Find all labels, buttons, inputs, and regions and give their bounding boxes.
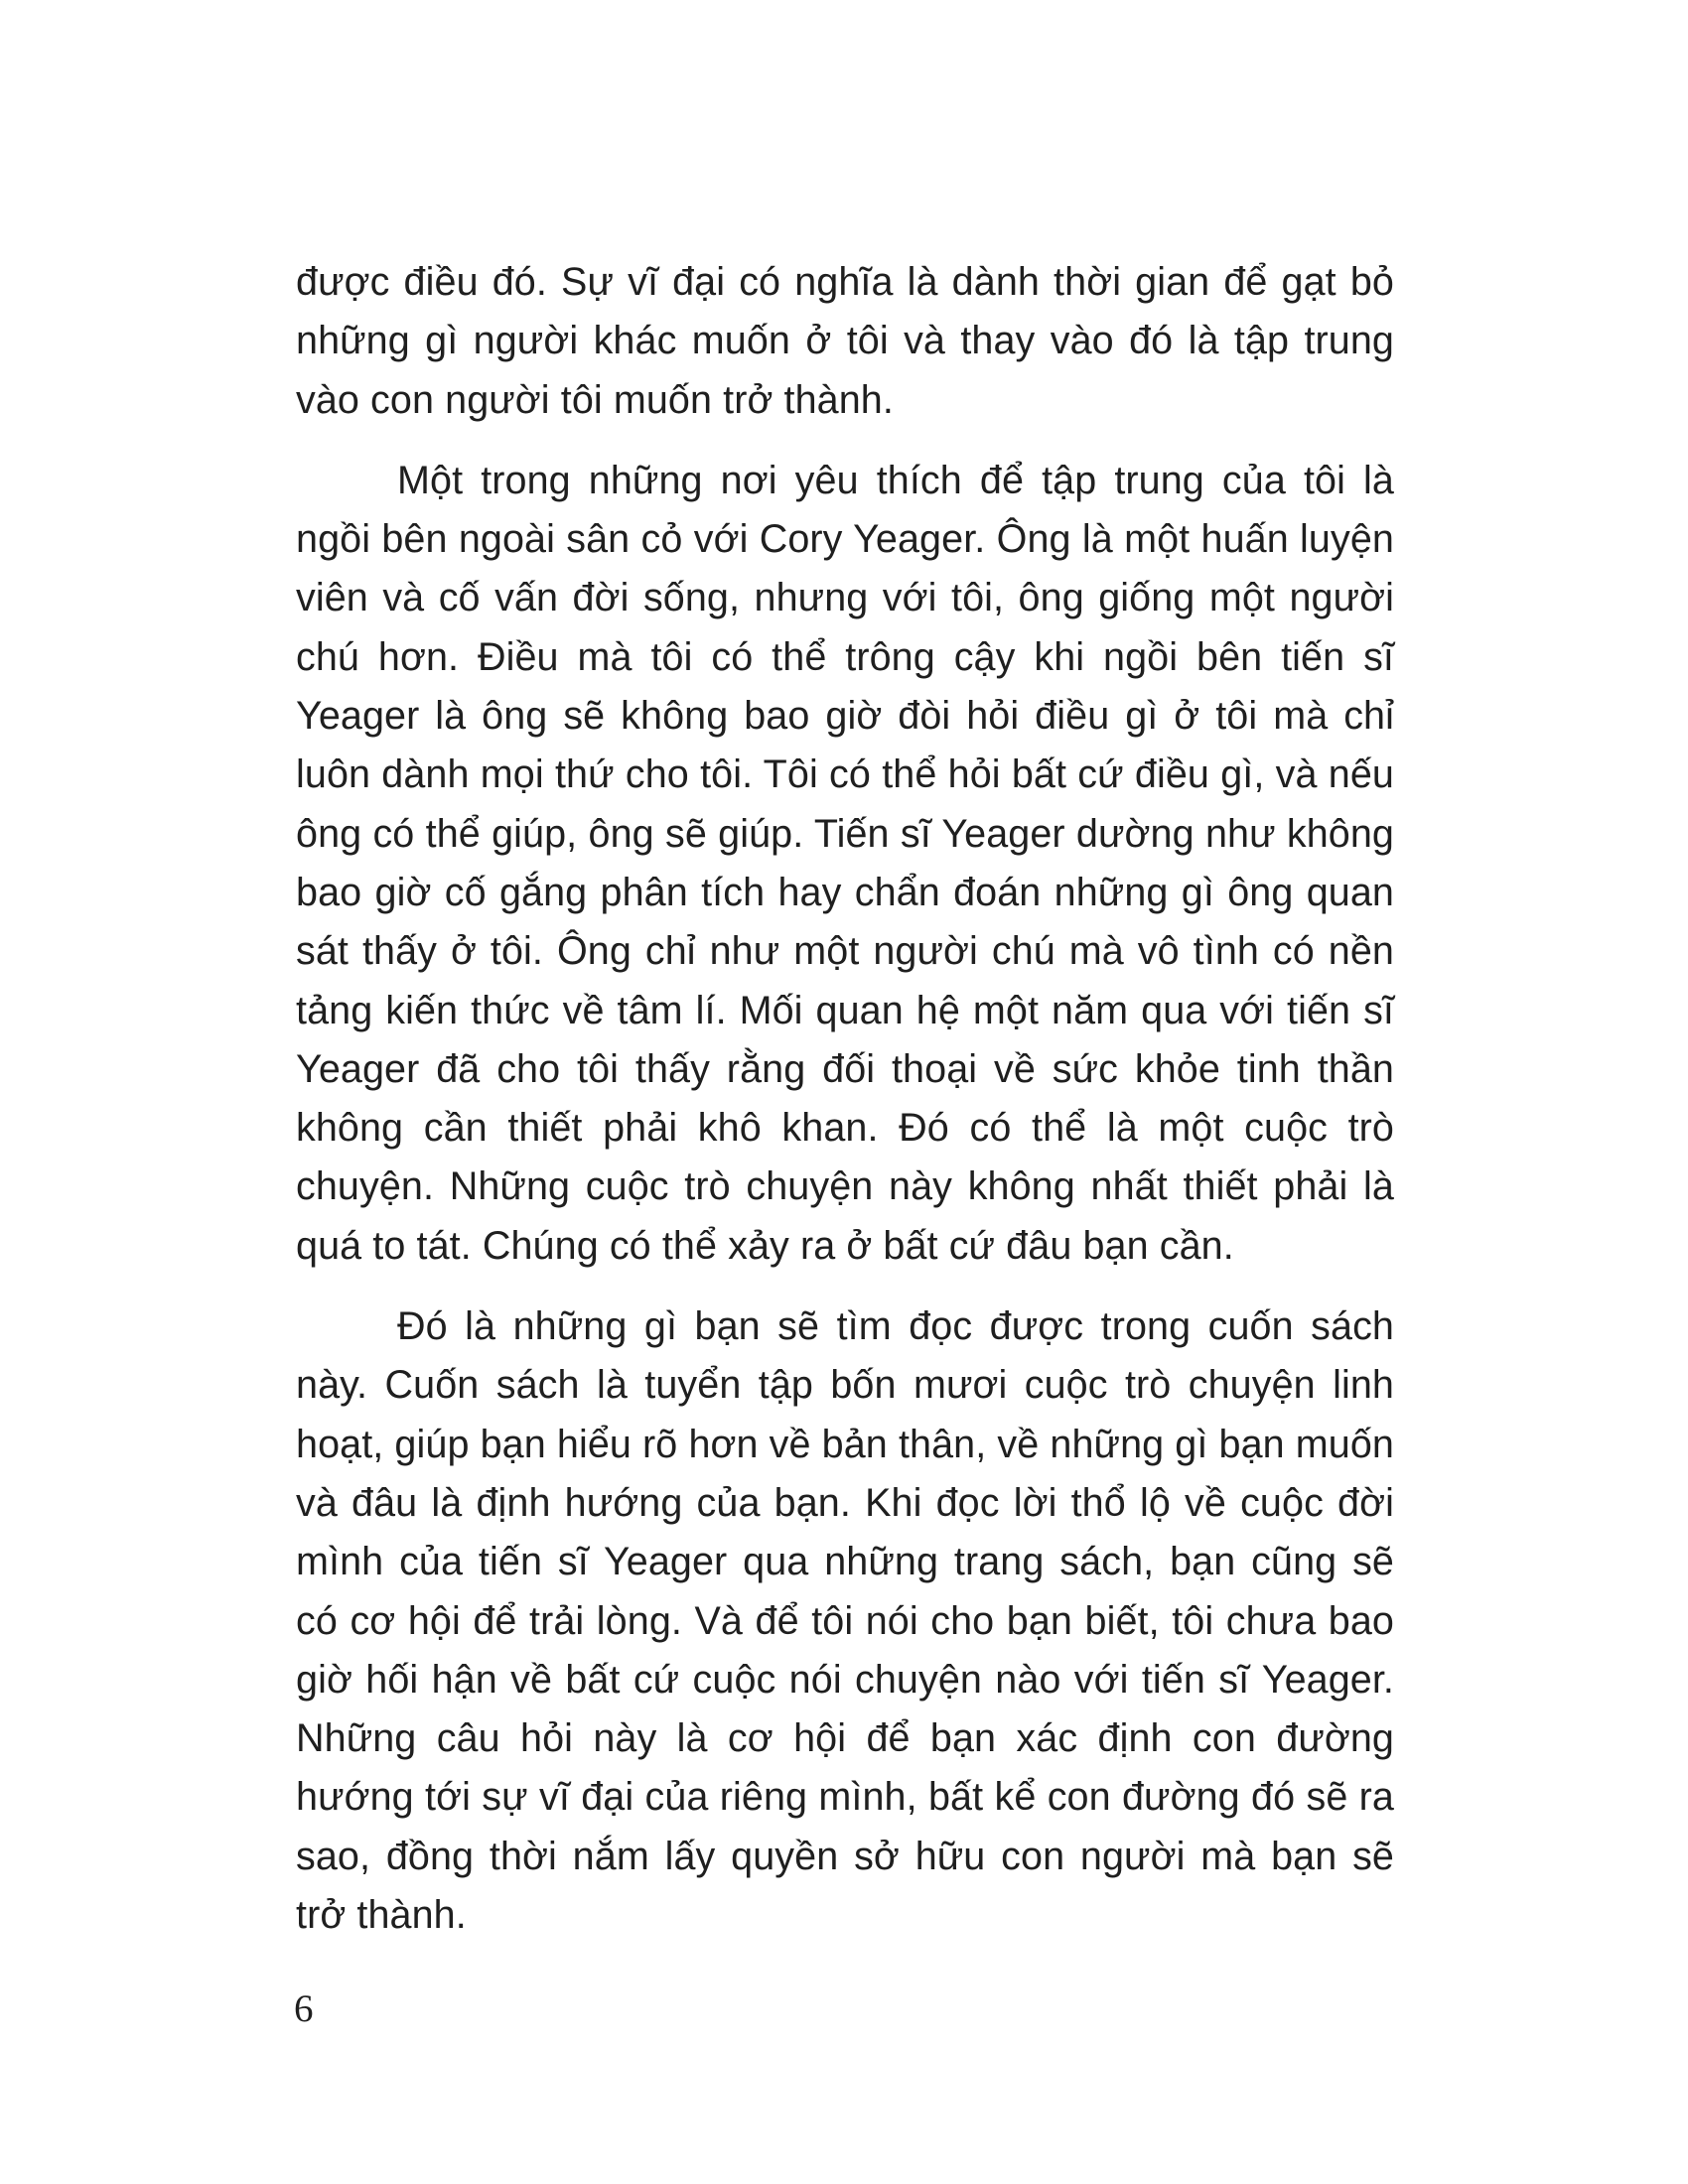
paragraph-about-book: Đó là những gì bạn sẽ tìm đọc được trong cuốn sách này. Cuốn sách là tuyển tập bốn mươi cuộc trò chuyện linh hoạt, giúp bạn hiểu rõ hơn về bản thân, về những gì bạn muốn và đâu là định hướng của bạn. Khi đọc lời thổ lộ về cuộc đời mình của tiến sĩ Yeager qua những trang sách, bạn cũng sẽ có cơ hội để trải lòng. Và để tôi nói cho bạn biết, tôi chưa bao giờ hối hận về bất cứ cuộc nói chuyện nào với tiến sĩ Yeager. Những câu hỏi này là cơ hội để bạn xác định con đường hướng tới sự vĩ đại của riêng mình, bất kể con đường đó sẽ ra sao, đồng thời nắm lấy quyền sở hữu con người mà bạn sẽ trở thành. [296,1304,1394,1938]
body-text [296,253,1394,1945]
page-number: 6 [294,1987,314,2030]
paragraph-continuation: được điều đó. Sự vĩ đại có nghĩa là dành thời gian để gạt bỏ những gì người khác muốn ở tôi và thay vào đó là tập trung vào con người tôi muốn trở thành. [296,260,1394,422]
paragraph-cory-yeager: Một trong những nơi yêu thích để tập trung của tôi là ngồi bên ngoài sân cỏ với Cory Yeager. Ông là một huấn luyện viên và cố vấn đời sống, nhưng với tôi, ông giống một người chú hơn. Điều mà tôi có thể trông cậy khi ngồi bên tiến sĩ Yeager là ông sẽ không bao giờ đòi hỏi điều gì ở tôi mà chỉ luôn dành mọi thứ cho tôi. Tôi có thể hỏi bất cứ điều gì, và nếu ông có thể giúp, ông sẽ giúp. Tiến sĩ Yeager dường như không bao giờ cố gắng phân tích hay chẩn đoán những gì ông quan sát thấy ở tôi. Ông chỉ như một người chú mà vô tình có nền tảng kiến thức về tâm lí. Mối quan hệ một năm qua với tiến sĩ Yeager đã cho tôi thấy rằng đối thoại về sức khỏe tinh thần không cần thiết phải khô khan. Đó có thể là một cuộc trò chuyện. Những cuộc trò chuyện này không nhất thiết phải là quá to tát. Chúng có thể xảy ra ở bất cứ đâu bạn cần. [296,458,1394,1268]
